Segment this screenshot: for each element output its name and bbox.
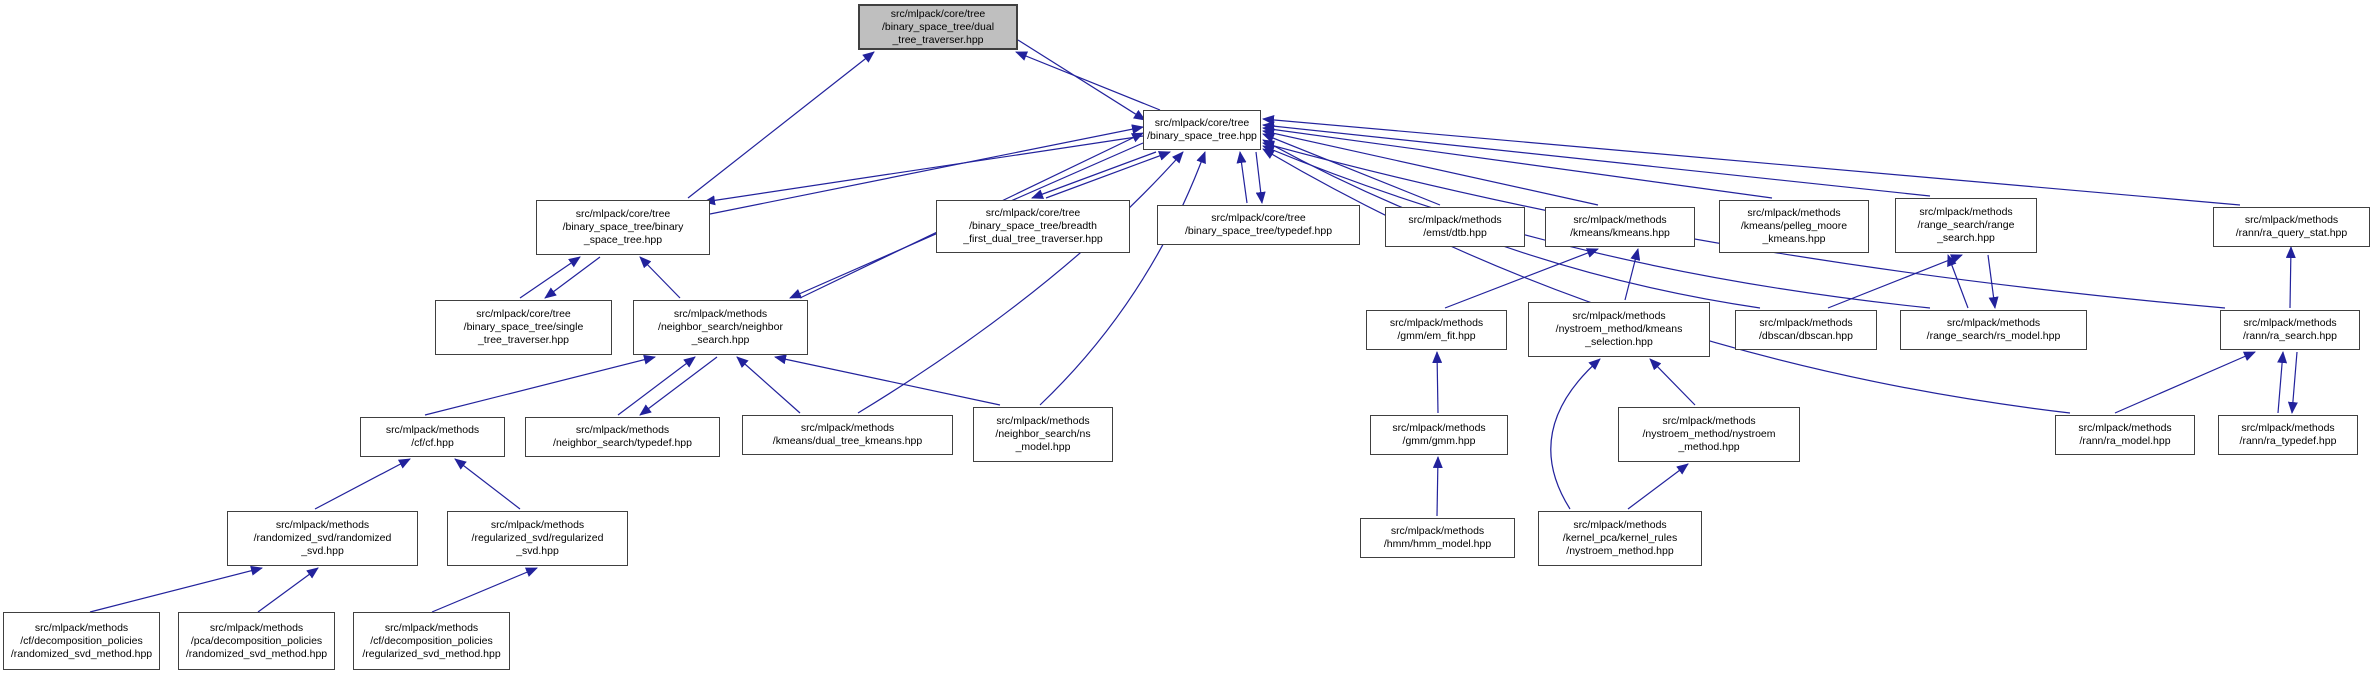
include-edge-cf_regularized_svd_method-to-regularized_svd (432, 568, 537, 612)
graph-node-dtb[interactable] (1385, 207, 1525, 247)
graph-node-label-line: _search.hpp (691, 334, 750, 346)
graph-node-single_tree_traverser[interactable] (435, 300, 612, 355)
graph-node-regularized_svd[interactable] (447, 511, 628, 566)
graph-node-breadth_first_dual_tree_traverser[interactable] (936, 200, 1130, 253)
include-edge-kpca_nystroem_method-to-kmeans_selection (1551, 359, 1600, 509)
include-edge-hmm_model-to-gmm (1437, 457, 1438, 516)
graph-node-cf_regularized_svd_method[interactable] (353, 612, 510, 670)
graph-node-label-line: src/mlpack/methods (275, 519, 370, 531)
include-edge-regularized_svd-to-cf (455, 459, 520, 509)
graph-node-cf_randomized_svd_method[interactable] (3, 612, 160, 670)
graph-node-hmm_model[interactable] (1360, 518, 1515, 558)
graph-node-nystroem_method[interactable] (1618, 407, 1800, 462)
include-edge-dual_tree_traverser-to-binary_space_tree (1018, 40, 1145, 120)
graph-node-label-line: src/mlpack/methods (1572, 310, 1666, 322)
include-edge-range_search-to-binary_space_tree (1263, 125, 1930, 196)
graph-node-label-line: _space_tree.hpp (583, 234, 663, 246)
graph-node-label-line: /cf/cf.hpp (411, 437, 454, 449)
include-edge-gmm-to-em_fit (1437, 352, 1438, 413)
graph-node-kpca_nystroem_method[interactable] (1538, 511, 1702, 566)
graph-node-ra_model[interactable] (2055, 415, 2195, 455)
include-edge-pca_randomized_svd_method-to-randomized_svd (258, 568, 318, 612)
graph-node-ra_typedef[interactable] (2218, 415, 2358, 455)
graph-node-label-line: _tree_traverser.hpp (892, 33, 984, 46)
include-edge-cf-to-neighbor_search (425, 357, 655, 415)
graph-node-label-line: src/mlpack/methods (1946, 317, 2041, 329)
graph-node-label-line: /binary_space_tree/typedef.hpp (1184, 225, 1333, 237)
graph-node-range_search[interactable] (1895, 198, 2037, 253)
graph-node-label-line: src/mlpack/methods (1390, 525, 1485, 537)
graph-node-ns_typedef[interactable] (525, 417, 720, 457)
graph-node-rs_model[interactable] (1900, 310, 2087, 350)
graph-node-neighbor_search[interactable] (633, 300, 808, 355)
graph-node-kmeans_selection[interactable] (1528, 302, 1710, 357)
graph-node-label-line: src/mlpack/methods (1573, 519, 1667, 531)
include-edge-ra_query_stat-to-binary_space_tree (1263, 119, 2240, 205)
graph-node-label-line: /randomized_svd/randomized (253, 532, 392, 544)
graph-node-label-line: src/mlpack/core/tree (1154, 117, 1250, 129)
graph-node-dbscan[interactable] (1735, 310, 1877, 350)
graph-node-label-line: src/mlpack/methods (1573, 214, 1667, 226)
graph-node-label-line: /rann/ra_search.hpp (2243, 330, 2337, 342)
include-edge-ns_typedef-to-neighbor_search (618, 357, 695, 415)
graph-node-label-line: src/mlpack/core/tree (476, 308, 571, 320)
graph-node-label-line: src/mlpack/methods (1759, 317, 1853, 329)
graph-node-bst_typedef[interactable] (1157, 205, 1360, 245)
include-edge-range_search-to-rs_model (1988, 255, 1995, 308)
graph-node-label-line: /binary_space_tree.hpp (1147, 130, 1257, 142)
graph-node-label-line: /hmm/hmm_model.hpp (1383, 538, 1492, 550)
include-edge-binary_space_tree-to-bst_typedef (1256, 152, 1262, 203)
graph-node-label-line: /nystroem_method/nystroem (1642, 428, 1776, 440)
graph-node-label-line: /binary_space_tree/binary (562, 221, 684, 233)
graph-node-label-line: /cf/decomposition_policies (20, 634, 143, 647)
graph-node-label-line: /neighbor_search/neighbor (658, 321, 783, 333)
graph-node-pelleg_moore_kmeans[interactable] (1719, 200, 1869, 253)
graph-node-label-line: /gmm/em_fit.hpp (1397, 330, 1476, 342)
graph-node-em_fit[interactable] (1366, 310, 1507, 350)
graph-node-label-line: src/mlpack/methods (385, 424, 480, 436)
graph-node-label-line: /randomized_svd_method.hpp (185, 647, 328, 660)
graph-node-label-line: /range_search/rs_model.hpp (1926, 330, 2061, 342)
include-edge-bst_typedef-to-binary_space_tree (1240, 152, 1247, 203)
graph-node-label-line: /rann/ra_model.hpp (2079, 435, 2171, 447)
graph-node-label-line: _search.hpp (1937, 232, 1995, 244)
graph-node-label-line: src/mlpack/methods (34, 621, 129, 634)
include-edge-single_tree_traverser-to-bst_binary_space_tree (520, 257, 580, 298)
graph-node-label-line: /regularized_svd_method.hpp (362, 647, 501, 660)
graph-node-label-line: _svd.hpp (516, 545, 559, 557)
graph-node-label-line: _method.hpp (1678, 441, 1740, 453)
graph-node-label-line: /cf/decomposition_policies (370, 634, 493, 647)
graph-node-label-line: src/mlpack/core/tree (890, 7, 986, 20)
graph-node-randomized_svd[interactable] (227, 511, 418, 566)
graph-node-label-line: src/mlpack/methods (2241, 422, 2335, 434)
graph-node-label-line: src/mlpack/core/tree (985, 207, 1081, 219)
graph-node-label-line: src/mlpack/methods (2243, 317, 2337, 329)
graph-node-label-line: src/mlpack/methods (1919, 206, 2013, 218)
include-edge-ra_typedef-to-ra_search (2278, 352, 2283, 413)
graph-node-cf[interactable] (360, 417, 505, 457)
graph-node-bst_binary_space_tree[interactable] (536, 200, 710, 255)
graph-node-label-line: /binary_space_tree/single (463, 321, 584, 333)
include-edge-ns_model-to-neighbor_search (775, 357, 1000, 405)
graph-node-label-line: _first_dual_tree_traverser.hpp (963, 233, 1103, 245)
include-edge-dbscan-to-range_search (1828, 255, 1962, 308)
include-edge-dual_tree_kmeans-to-binary_space_tree (858, 152, 1183, 413)
include-edge-ra_search-to-ra_query_stat (2290, 247, 2291, 308)
graph-node-label-line: src/mlpack/methods (2078, 422, 2172, 434)
graph-node-label-line: src/mlpack/methods (1662, 415, 1756, 427)
graph-node-label-line: /rann/ra_typedef.hpp (2239, 435, 2337, 447)
include-edge-binary_space_tree-to-breadth_first_dual_tree_traverser (1032, 152, 1156, 198)
graph-node-label-line: _model.hpp (1015, 441, 1071, 453)
include-edge-bst_binary_space_tree-to-dual_tree_traverser (688, 52, 874, 198)
graph-node-kmeans[interactable] (1545, 207, 1695, 247)
graph-node-label-line: src/mlpack/methods (575, 424, 670, 436)
graph-node-label-line: /emst/dtb.hpp (1423, 227, 1487, 239)
include-edge-randomized_svd-to-cf (315, 459, 410, 509)
include-edge-dual_tree_kmeans-to-neighbor_search (737, 357, 800, 413)
graph-node-label-line: /binary_space_tree/breadth (969, 220, 1097, 232)
graph-node-label-line: /neighbor_search/ns (995, 428, 1091, 440)
graph-node-pca_randomized_svd_method[interactable] (178, 612, 335, 670)
include-edge-binary_space_tree-to-bst_binary_space_tree (704, 136, 1143, 202)
include-edge-cf_randomized_svd_method-to-randomized_svd (90, 568, 262, 612)
graph-node-label-line: _tree_traverser.hpp (477, 334, 570, 346)
graph-node-label-line: src/mlpack/methods (1392, 422, 1486, 434)
graph-node-label-line: /kernel_pca/kernel_rules (1562, 532, 1678, 544)
graph-node-label-line: src/mlpack/methods (1408, 214, 1502, 226)
graph-node-label-line: _kmeans.hpp (1762, 233, 1826, 245)
graph-node-label-line: /rann/ra_query_stat.hpp (2235, 227, 2348, 239)
graph-node-label-line: /nystroem_method.hpp (1566, 545, 1674, 557)
include-edge-ra_search-to-ra_typedef (2292, 352, 2297, 413)
graph-node-label-line: /binary_space_tree/dual (881, 20, 995, 33)
graph-node-label-line: /nystroem_method/kmeans (1555, 323, 1683, 335)
graph-node-label-line: /regularized_svd/regularized (471, 532, 604, 544)
include-edge-nystroem_method-to-kmeans_selection (1650, 359, 1695, 405)
graph-node-label-line: src/mlpack/methods (996, 415, 1090, 427)
graph-node-label-line: src/mlpack/core/tree (1211, 212, 1306, 224)
graph-node-label-line: src/mlpack/methods (800, 422, 895, 434)
graph-node-label-line: src/mlpack/methods (1747, 207, 1841, 219)
graph-node-binary_space_tree[interactable] (1143, 110, 1261, 150)
graph-node-label-line: src/mlpack/methods (1389, 317, 1484, 329)
graph-node-label-line: /gmm/gmm.hpp (1402, 435, 1476, 447)
include-edge-bst_binary_space_tree-to-single_tree_traverser (545, 257, 600, 298)
graph-node-ra_search[interactable] (2220, 310, 2360, 350)
graph-node-dual_tree_kmeans[interactable] (742, 415, 953, 455)
graph-node-ns_model[interactable] (973, 407, 1113, 462)
include-edge-dtb-to-binary_space_tree (1263, 134, 1440, 205)
include-edge-kmeans_selection-to-kmeans (1625, 249, 1638, 300)
graph-node-label-line: _selection.hpp (1585, 336, 1653, 348)
graph-node-label-line: /kmeans/dual_tree_kmeans.hpp (772, 435, 923, 447)
include-edge-kmeans-to-binary_space_tree (1263, 131, 1598, 205)
graph-node-label-line: /randomized_svd_method.hpp (10, 647, 153, 660)
graph-node-label-line: /dbscan/dbscan.hpp (1759, 330, 1853, 342)
graph-node-label-line: src/mlpack/methods (673, 308, 768, 320)
graph-node-label-line: /neighbor_search/typedef.hpp (553, 437, 692, 449)
graph-node-label-line: src/mlpack/methods (2244, 214, 2339, 226)
graph-node-label-line: /kmeans/kmeans.hpp (1570, 227, 1670, 239)
include-edge-neighbor_search-to-bst_binary_space_tree (640, 257, 680, 298)
graph-node-gmm[interactable] (1370, 415, 1508, 455)
graph-node-label-line: src/mlpack/methods (490, 519, 585, 531)
graph-node-label-line: src/mlpack/core/tree (575, 208, 671, 220)
include-edge-rs_model-to-range_search (1948, 255, 1968, 308)
graph-node-label-line: src/mlpack/methods (384, 621, 479, 634)
include-edge-kpca_nystroem_method-to-nystroem_method (1628, 464, 1688, 509)
graph-node-label-line: /kmeans/pelleg_moore (1740, 220, 1848, 232)
include-edge-binary_space_tree-to-dual_tree_traverser (1016, 52, 1160, 110)
graph-node-label-line: /range_search/range (1917, 219, 2015, 231)
graph-node-label-line: /pca/decomposition_policies (190, 634, 323, 647)
graph-node-ra_query_stat[interactable] (2213, 207, 2370, 247)
include-edge-ra_model-to-ra_search (2115, 352, 2255, 413)
include-edge-neighbor_search-to-ns_typedef (640, 357, 717, 415)
include-edge-ns_model-to-binary_space_tree (1040, 152, 1205, 405)
graph-node-dual_tree_traverser[interactable] (858, 4, 1018, 50)
graph-node-label-line: _svd.hpp (301, 545, 344, 557)
include-edge-ra_model-to-binary_space_tree (1263, 149, 2070, 413)
graph-node-label-line: src/mlpack/methods (209, 621, 304, 634)
include-edge-em_fit-to-kmeans (1445, 249, 1598, 308)
